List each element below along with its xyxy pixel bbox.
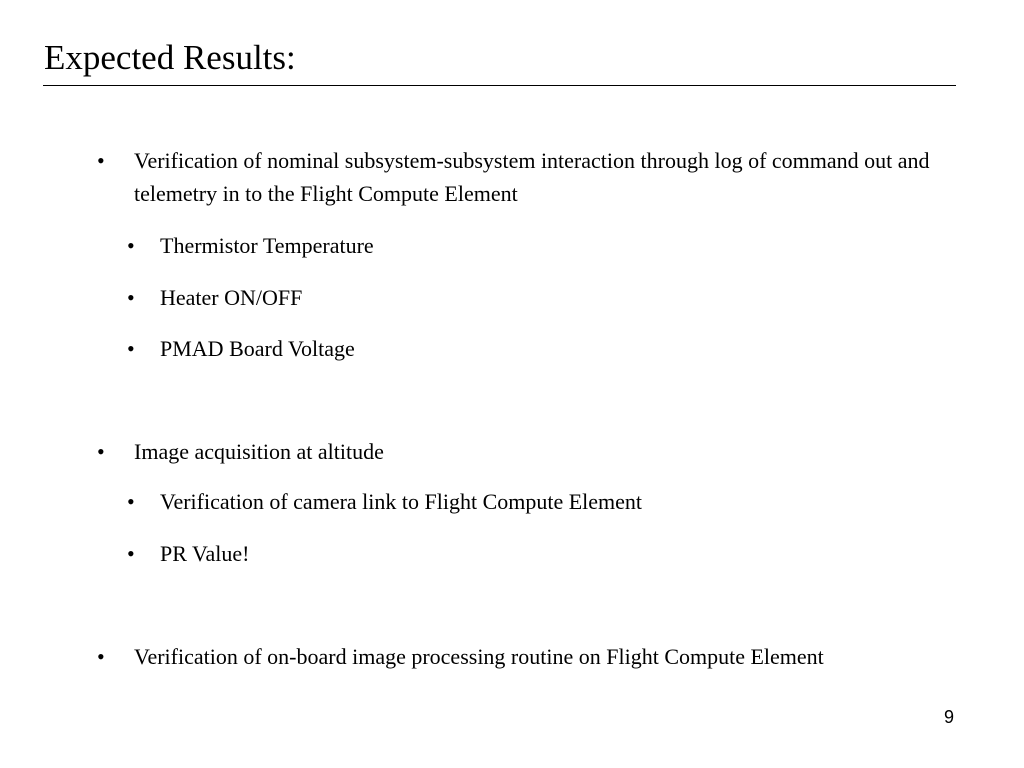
bullet-text: Heater ON/OFF — [160, 285, 303, 310]
bullet-icon: • — [97, 148, 105, 173]
bullet-text: PMAD Board Voltage — [160, 336, 355, 361]
sub-bullet-item — [127, 229, 920, 262]
sub-bullet-item — [127, 281, 920, 314]
sub-bullet-item — [127, 332, 920, 365]
bullet-icon: • — [127, 541, 135, 566]
bullet-text: Thermistor Temperature — [160, 233, 374, 258]
bullet-icon: • — [127, 233, 135, 258]
bullet-text: Image acquisition at altitude — [134, 439, 384, 464]
bullet-text: Verification of nominal subsystem-subsystem interaction through log of command out and telemetry in to the Flight Compute Element — [134, 148, 930, 206]
bullet-icon: • — [127, 489, 135, 514]
bullet-item — [97, 144, 934, 210]
bullet-item — [97, 435, 934, 468]
bullet-icon: • — [97, 644, 105, 669]
slide-title: Expected Results: — [44, 38, 296, 77]
sub-bullet-item — [127, 537, 920, 570]
bullet-item — [97, 640, 934, 673]
bullet-icon: • — [97, 439, 105, 464]
page-number: 9 — [944, 707, 955, 727]
bullet-icon: • — [127, 285, 135, 310]
bullet-text: PR Value! — [160, 541, 250, 566]
bullet-text: Verification of on-board image processing routine on Flight Compute Element — [134, 644, 824, 669]
bullet-text: Verification of camera link to Flight Compute Element — [160, 489, 643, 514]
sub-bullet-item — [127, 485, 920, 518]
bullet-icon: • — [127, 336, 135, 361]
title-divider — [43, 85, 956, 86]
